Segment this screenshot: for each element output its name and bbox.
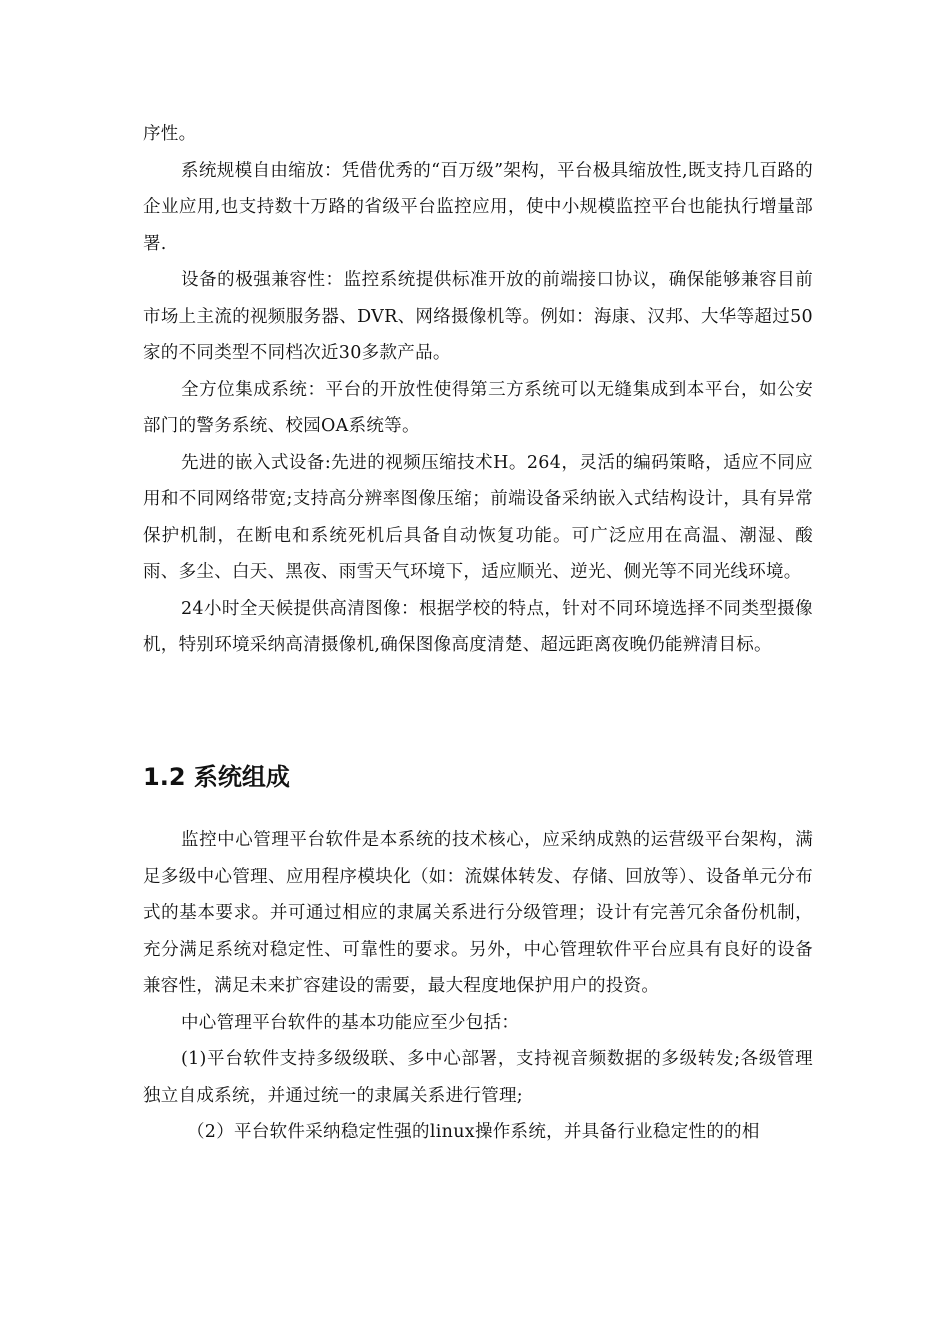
- paragraph-basic-functions: 中心管理平台软件的基本功能应至少包括：: [181, 1012, 520, 1033]
- paragraph-integration: 全方位集成系统：平台的开放性使得第三方系统可以无缝集成到本平台，如公安部门的警务系统、校园OA系统等。: [143, 379, 813, 436]
- body-text-section-bottom: [143, 822, 813, 1151]
- paragraph-platform-core: 监控中心管理平台软件是本系统的技术核心，应采纳成熟的运营级平台架构，满足多级中心管理、应用程序模块化（如：流媒体转发、存储、回放等）、设备单元分布式的基本要求。并可通过相应的隶属关系进行分级管理；设计有完善冗余备份机制，充分满足系统对稳定性、可靠性的要求。另外，中心管理软件平台应具有良好的设备兼容性，满足未来扩容建设的需要，最大程度地保护用户的投资。: [143, 830, 813, 996]
- section-heading: 1.2 系统组成: [143, 763, 290, 791]
- paragraph-item-2: （2）平台软件采纳稳定性强的linux操作系统，并具备行业稳定性的的相: [187, 1122, 760, 1142]
- body-text-section-top: [143, 116, 813, 664]
- paragraph-item-1: (1)平台软件支持多级级联、多中心部署，支持视音频数据的多级转发;各级管理独立自成系统，并通过统一的隶属关系进行管理;: [143, 1049, 813, 1106]
- paragraph-embedded-devices: 先进的嵌入式设备:先进的视频压缩技术H。264，灵活的编码策略，适应不同应用和不同网络带宽;支持高分辨率图像压缩；前端设备采纳嵌入式结构设计，具有异常保护机制，在断电和系统死机后具备自动恢复功能。可广泛应用在高温、潮湿、酸雨、多尘、白天、黑夜、雨雪天气环境下，适应顺光、逆光、侧光等不同光线环境。: [143, 452, 813, 582]
- paragraph-hd-images: 24小时全天候提供高清图像：根据学校的特点，针对不同环境选择不同类型摄像机，特别环境采纳高清摄像机,确保图像高度清楚、超远距离夜晚仍能辨清目标。: [143, 598, 813, 655]
- paragraph-system-scaling: 系统规模自由缩放：凭借优秀的“百万级”架构，平台极具缩放性,既支持几百路的企业应用,也支持数十万路的省级平台监控应用，使中小规模监控平台也能执行增量部署.: [143, 160, 813, 254]
- paragraph-continuation: 序性。: [143, 124, 197, 144]
- paragraph-device-compatibility: 设备的极强兼容性：监控系统提供标准开放的前端接口协议，确保能够兼容目前市场上主流的视频服务器、DVR、网络摄像机等。例如：海康、汉邦、大华等超过50家的不同类型不同档次近30多款产品。: [143, 270, 813, 363]
